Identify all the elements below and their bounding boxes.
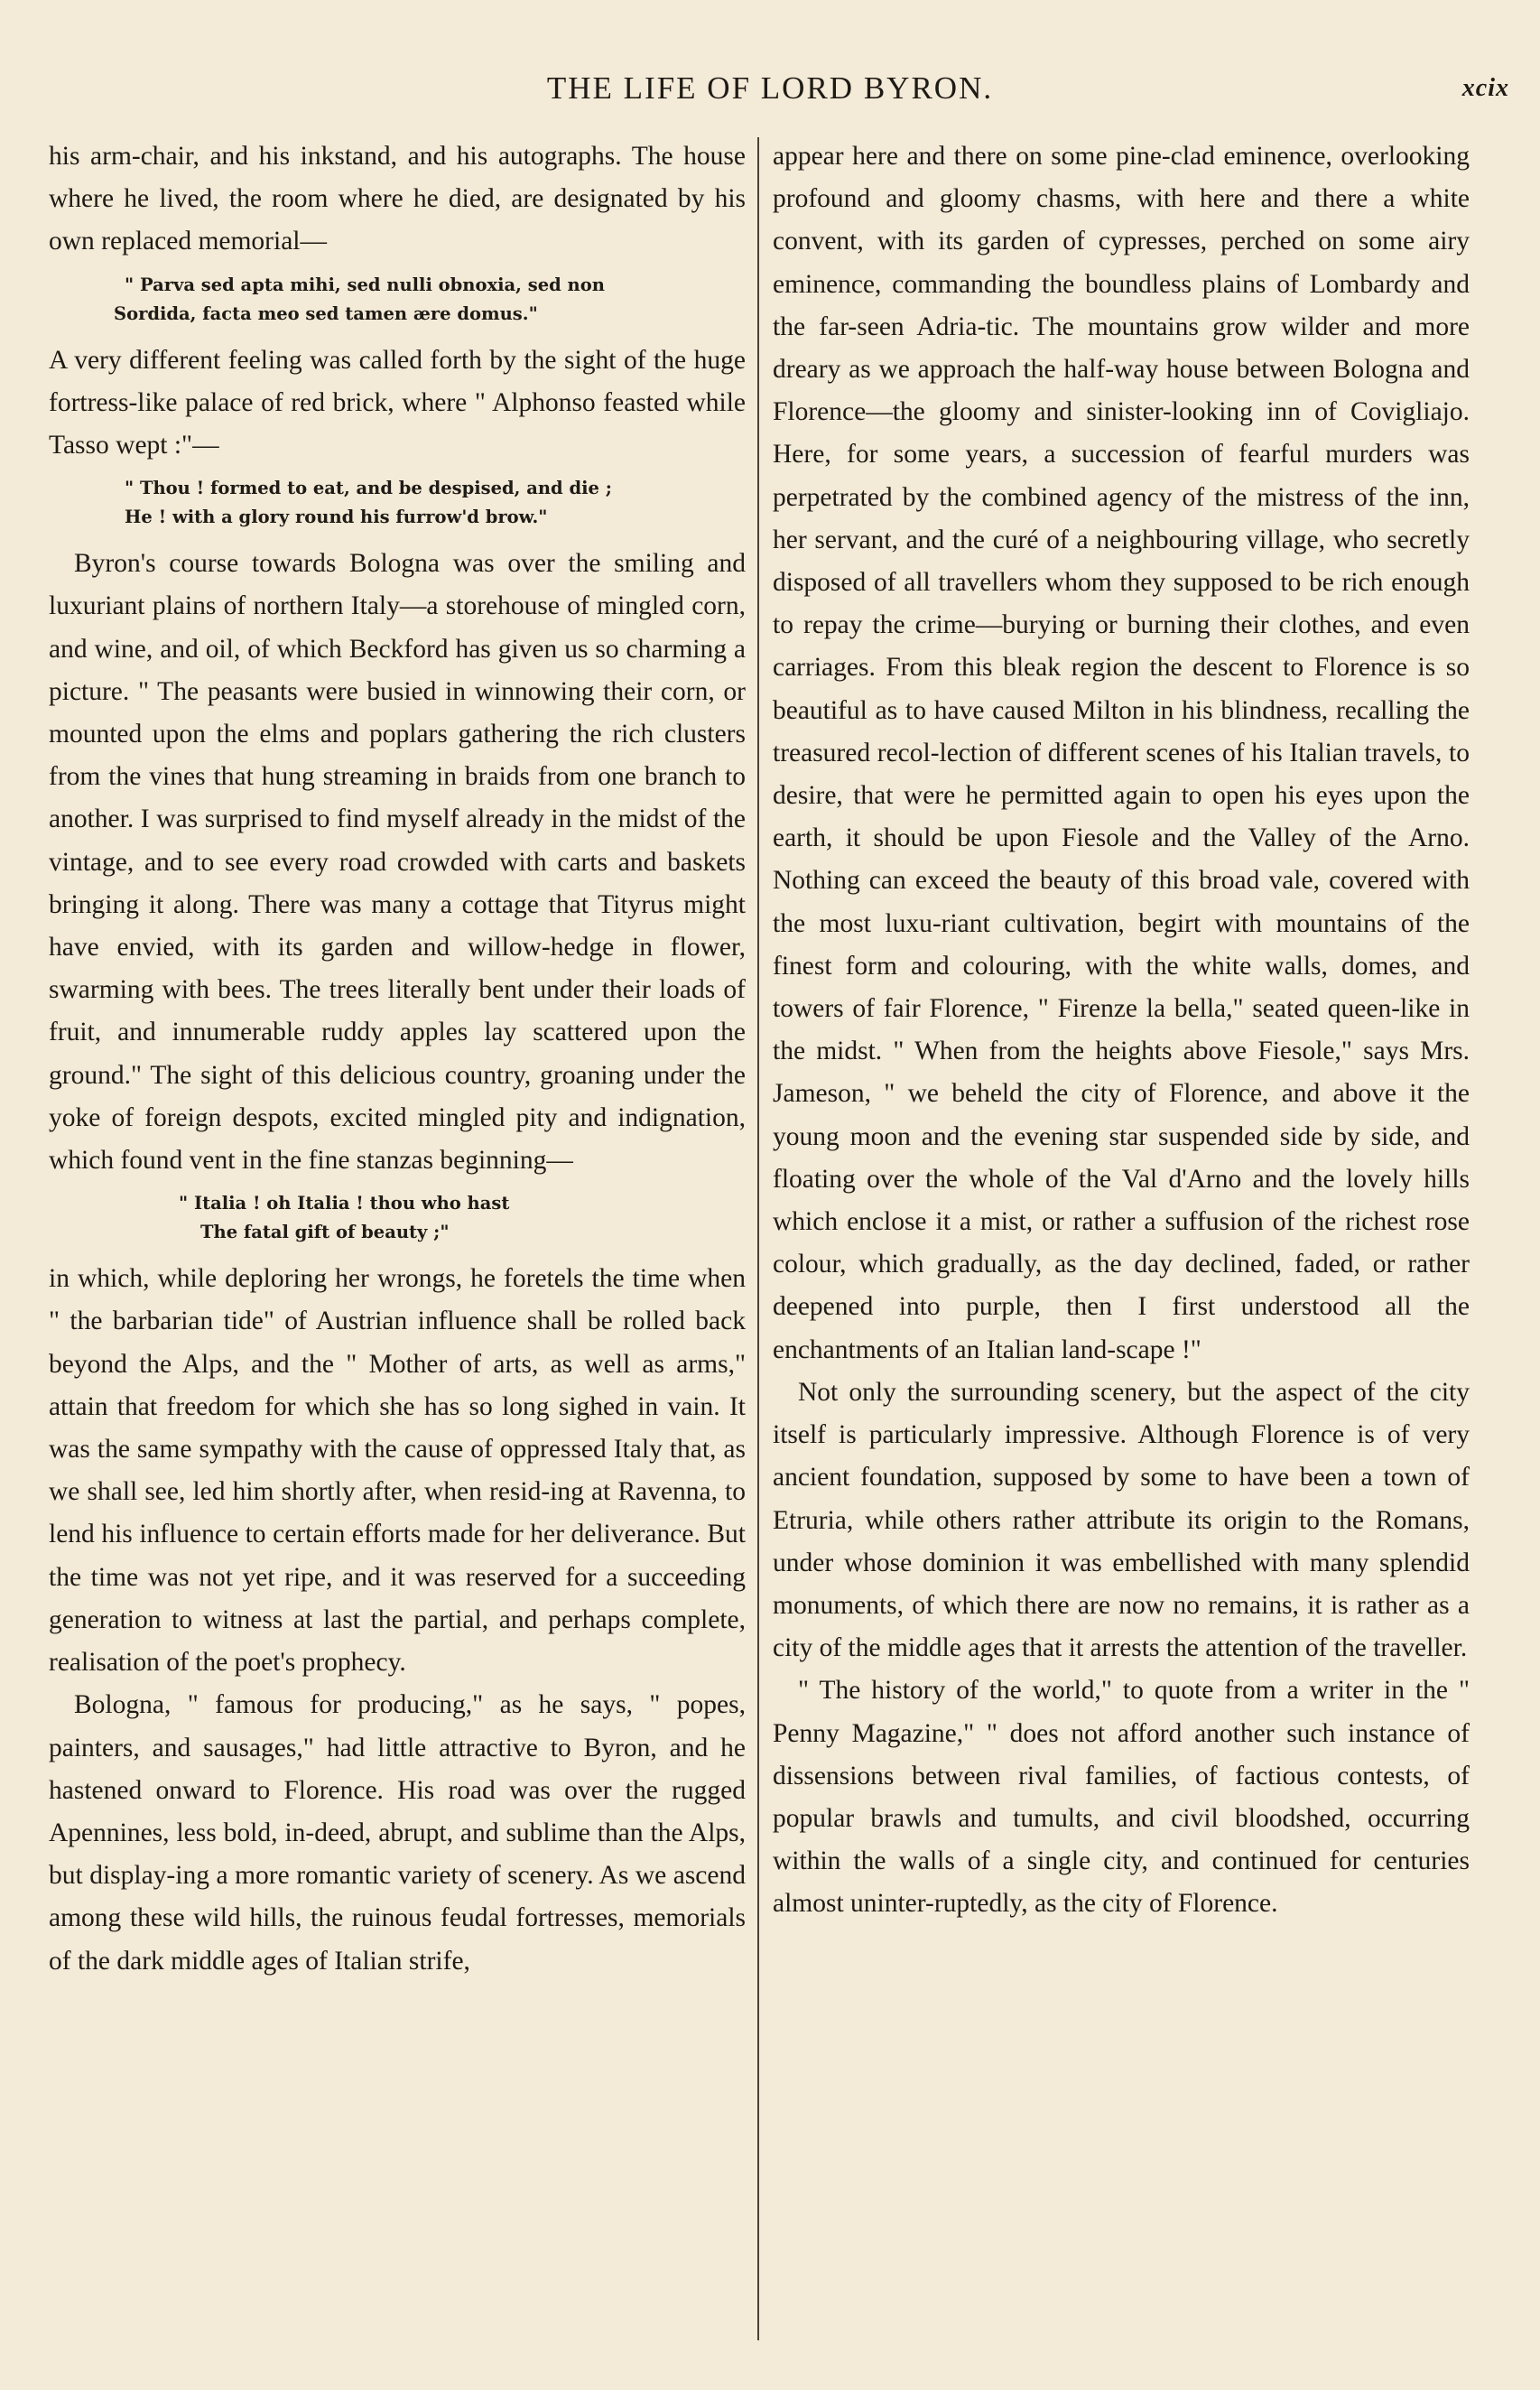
paragraph: A very different feeling was called forth by the sight of the huge fortress-like palace of red brick, where " Alphonso feasted while Tasso wept :"—: [49, 345, 746, 460]
column-divider: [757, 137, 759, 2340]
left-column: [49, 135, 746, 1983]
paragraph: appear here and there on some pine-clad eminence, overlooking profound and gloomy chasms, with here and there a white convent, with its garden of cypresses, perched on some airy eminence, commanding the boundless plains of Lombardy and the far-seen Adria-tic. The mountains grow wilder and more dreary as we approach the half-way house between Bologna and Florence—the gloomy and sinister-looking inn of Covigliajo. Here, for some years, a succession of fearful murders was perpetrated by the combined agency of the mistress of the inn, her servant, and the curé of a neighbouring village, who secretly disposed of all travellers whom they supposed to be rich enough to repay the crime—burying or burning their clothes, and even carriages. From this bleak region the descent to Florence is so beautiful as to have caused Milton in his blindness, recalling the treasured recol-lection of different scenes of his Italian travels, to desire, that were he permitted again to open his eyes upon the earth, it should be upon Fiesole and the Valley of the Arno. Nothing can exceed the beauty of this broad vale, covered with the most luxu-riant cultivation, begirt with mountains of the finest form and colouring, with the white walls, domes, and towers of fair Florence, " Firenze la bella," seated queen-like in the midst. " When from the heights above Fiesole," says Mrs. Jameson, " we beheld the city of Florence, and above it the young moon and the evening star suspended side by side, and floating over the whole of the Val d'Arno and the lovely hills which enclose it a mist, or rather a suffusion of the richest rose colour, which gradually, as the day declined, faded, or rather deepened into purple, then I first understood all the enchantments of an Italian land-scape !": [773, 142, 1470, 1364]
paragraph: in which, while deploring her wrongs, he foretels the time when " the barbarian tide" of Austrian influence shall be rolled back beyond the Alps, and the " Mother of arts, as well as arms," attain that freedom for which she has so long sighed in vain. It was the same sympathy with the cause of oppressed Italy that, as we shall see, led him shortly after, when resid-ing at Ravenna, to lend his influence to certain efforts made for her deliverance. But the time was not yet ripe, and it was reserved for a succeeding generation to witness at last the partial, and perhaps complete, realisation of the poet's prophecy.: [49, 1264, 746, 1678]
verse-line: " Italia ! oh Italia ! thou who hast: [179, 1193, 510, 1214]
verse-line: " Thou ! formed to eat, and be despised, and die ;: [125, 478, 612, 499]
right-column: [773, 135, 1470, 1926]
paragraph: his arm-chair, and his inkstand, and his autographs. The house where he lived, the room where he died, are designated by his own replaced memorial—: [49, 142, 746, 256]
verse-quote-tasso: [49, 474, 746, 532]
paragraph: " The history of the world," to quote from a writer in the " Penny Magazine," " does not afford another such instance of dissensions between rival families, of factious contests, of popular brawls and tumults, and civil bloodshed, occurring within the walls of a single city, and continued for centuries almost uninter-ruptedly, as the city of Florence.: [773, 1676, 1470, 1919]
verse-line: Sordida, facta meo sed tamen ære domus.": [114, 302, 538, 324]
verse-line: The fatal gift of beauty ;": [200, 1222, 450, 1243]
paragraph: Byron's course towards Bologna was over the smiling and luxuriant plains of northern Italy—a storehouse of mingled corn, and wine, and oil, of which Beckford has given us so charming a picture. " The peasants were busied in winnowing their corn, or mounted upon the elms and poplars gathering the rich clusters from the vines that hung streaming in braids from one branch to another. I was surprised to find myself already in the midst of the vintage, and to see every road crowded with carts and baskets bringing it along. There was many a cottage that Tityrus might have envied, with its garden and willow-hedge in flower, swarming with bees. The trees literally bent under their loads of fruit, and innumerable ruddy apples lay scattered upon the ground." The sight of this delicious country, groaning under the yoke of foreign despots, excited mingled pity and indignation, which found vent in the fine stanzas beginning—: [49, 549, 746, 1176]
page-header: [0, 70, 1540, 125]
verse-quote-latin: [49, 271, 746, 329]
verse-line: He ! with a glory round his furrow'd brow.": [125, 507, 548, 528]
verse-line: " Parva sed apta mihi, sed nulli obnoxia, sed non: [125, 274, 605, 295]
verse-quote-italia: [49, 1189, 746, 1247]
paragraph: Bologna, " famous for producing," as he says, " popes, painters, and sausages," had little attractive to Byron, and he hastened onward to Florence. His road was over the rugged Apennines, less bold, in-deed, abrupt, and sublime than the Alps, but display-ing a more romantic variety of scenery. As we ascend among these wild hills, the ruinous feudal fortresses, memorials of the dark middle ages of Italian strife,: [49, 1690, 746, 1976]
paragraph: Not only the surrounding scenery, but the aspect of the city itself is particularly impressive. Although Florence is of very ancient foundation, supposed by some to have been a town of Etruria, while others rather attribute its origin to the Romans, under whose dominion it was embellished with many splendid monuments, of which there are now no remains, it is rather as a city of the middle ages that it arrests the attention of the traveller.: [773, 1377, 1470, 1663]
running-title: THE LIFE OF LORD BYRON.: [546, 70, 994, 106]
page-number: xcix: [1461, 74, 1509, 102]
